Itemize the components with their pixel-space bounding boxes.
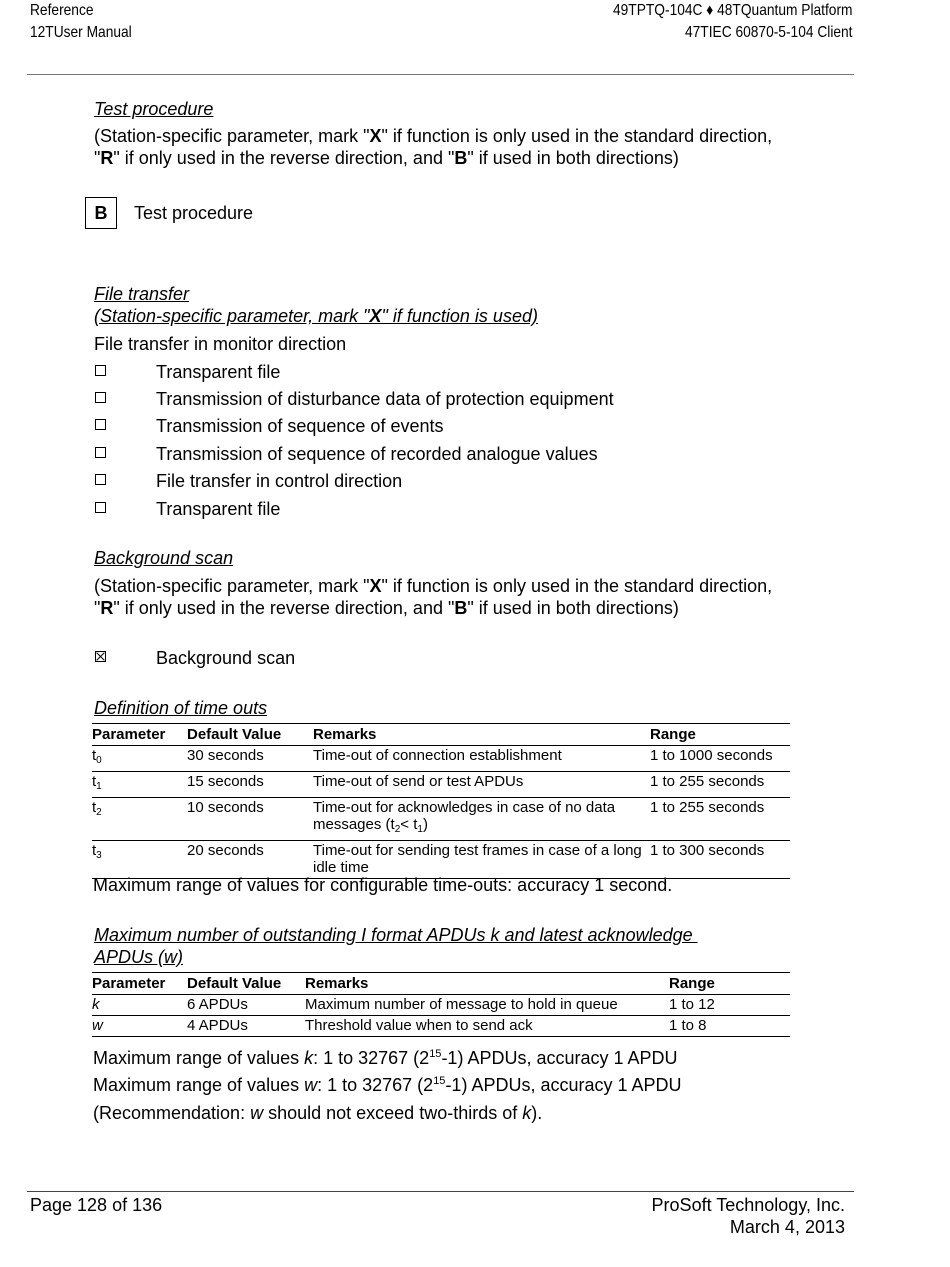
apdu-heading: Maximum number of outstanding I format APDUs k and latest acknowledge APDUs (w) bbox=[94, 925, 698, 967]
remarks-cell: Time-out of connection establishment bbox=[313, 746, 650, 772]
column-header: Default Value bbox=[187, 724, 313, 746]
apdu-range-w: Maximum range of values w: 1 to 32767 $(2^{15}-1)$ APDUs, accuracy 1 APDU bbox=[93, 1075, 682, 1095]
header-section: Reference bbox=[30, 2, 94, 19]
checked-checkbox-icon bbox=[95, 651, 106, 662]
timeouts-heading: Definition of time outs bbox=[94, 698, 268, 718]
header-manual: 12TUser Manual bbox=[30, 24, 132, 41]
table-row bbox=[92, 798, 790, 841]
footer-right bbox=[652, 1194, 845, 1238]
column-header: Range bbox=[650, 724, 790, 746]
header-protocol: 47TIEC 60870-5-104 Client bbox=[684, 24, 852, 41]
test-procedure-heading: Test procedure bbox=[94, 99, 214, 119]
file-transfer-heading: File transfer (Station-specific parameter, mark "X" if function is used) bbox=[94, 284, 538, 326]
remarks-cell: Time-out for acknowledges in case of no data messages $(t_2< t_1)$ bbox=[313, 798, 650, 841]
default-value-cell: 20 seconds bbox=[187, 841, 313, 879]
table-row bbox=[92, 841, 790, 879]
column-header: Remarks bbox=[305, 973, 669, 995]
test-procedure-description: (Station-specific parameter, mark "X" if function is only used in the standard direction, "R" if only used in the reverse direction, and "B" if used in both directions) bbox=[94, 126, 773, 168]
parameter-cell: k bbox=[92, 995, 187, 1016]
checkbox-icon bbox=[95, 502, 106, 513]
background-scan-description: (Station-specific parameter, mark "X" if function is only used in the standard direction, "R" if only used in the reverse direction, and "B" if used in both directions) bbox=[94, 576, 773, 618]
parameter-cell: $t_3$ bbox=[92, 841, 187, 879]
table-header-row bbox=[92, 973, 790, 995]
header-divider bbox=[27, 74, 854, 75]
checkbox-icon bbox=[95, 365, 106, 376]
column-header: Parameter bbox=[92, 724, 187, 746]
table-row bbox=[92, 746, 790, 772]
apdu-table bbox=[92, 972, 790, 1037]
parameter-cell: $t_0$ bbox=[92, 746, 187, 772]
checkbox-icon bbox=[95, 392, 106, 403]
range-cell: 1 to 12 bbox=[669, 995, 790, 1016]
default-value-cell: 30 seconds bbox=[187, 746, 313, 772]
column-header: Range bbox=[669, 973, 790, 995]
range-cell: 1 to 255 seconds bbox=[650, 798, 790, 841]
column-header: Remarks bbox=[313, 724, 650, 746]
header-left bbox=[30, 0, 132, 44]
parameter-cell: $t_1$ bbox=[92, 772, 187, 798]
file-transfer-subheading: File transfer in monitor direction bbox=[94, 334, 347, 354]
range-cell: 1 to 8 bbox=[669, 1016, 790, 1037]
column-header: Parameter bbox=[92, 973, 187, 995]
remarks-cell: Time-out of send or test APDUs bbox=[313, 772, 650, 798]
publication-date: March 4, 2013 bbox=[729, 1217, 845, 1237]
table-row bbox=[92, 995, 790, 1016]
checkbox-icon bbox=[95, 474, 106, 485]
company-name: ProSoft Technology, Inc. bbox=[651, 1195, 845, 1215]
range-cell: 1 to 255 seconds bbox=[650, 772, 790, 798]
parameter-cell: w bbox=[92, 1016, 187, 1037]
default-value-cell: 15 seconds bbox=[187, 772, 313, 798]
header-product: 49TPTQ-104C ♦ 48TQuantum Platform bbox=[612, 2, 852, 19]
range-cell: 1 to 1000 seconds bbox=[650, 746, 790, 772]
parameter-cell: $t_2$ bbox=[92, 798, 187, 841]
timeouts-note: Maximum range of values for configurable time-outs: accuracy 1 second. bbox=[93, 875, 673, 895]
default-value-cell: 6 APDUs bbox=[187, 995, 305, 1016]
test-procedure-label: Test procedure bbox=[134, 203, 254, 223]
page-number: Page 128 of 136 bbox=[30, 1195, 163, 1215]
checkbox-icon bbox=[95, 419, 106, 430]
apdu-recommendation: (Recommendation: w should not exceed two-thirds of k). bbox=[93, 1103, 543, 1123]
header-right bbox=[612, 0, 852, 44]
checkbox-icon bbox=[95, 447, 106, 458]
table-header-row bbox=[92, 724, 790, 746]
remarks-cell: Threshold value when to send ack bbox=[305, 1016, 669, 1037]
apdu-range-k: Maximum range of values k: 1 to 32767 $(2^{15}-1)$ APDUs, accuracy 1 APDU bbox=[93, 1048, 678, 1068]
table-row bbox=[92, 772, 790, 798]
timeouts-table bbox=[92, 723, 790, 879]
range-cell: 1 to 300 seconds bbox=[650, 841, 790, 879]
background-scan-heading: Background scan bbox=[94, 548, 234, 568]
remarks-cell: Time-out for sending test frames in case of a long idle time bbox=[313, 841, 650, 879]
remarks-cell: Maximum number of message to hold in queue bbox=[305, 995, 669, 1016]
default-value-cell: 10 seconds bbox=[187, 798, 313, 841]
test-procedure-value-box: B bbox=[85, 197, 117, 229]
table-row bbox=[92, 1016, 790, 1037]
column-header: Default Value bbox=[187, 973, 305, 995]
default-value-cell: 4 APDUs bbox=[187, 1016, 305, 1037]
footer-divider bbox=[27, 1191, 854, 1192]
